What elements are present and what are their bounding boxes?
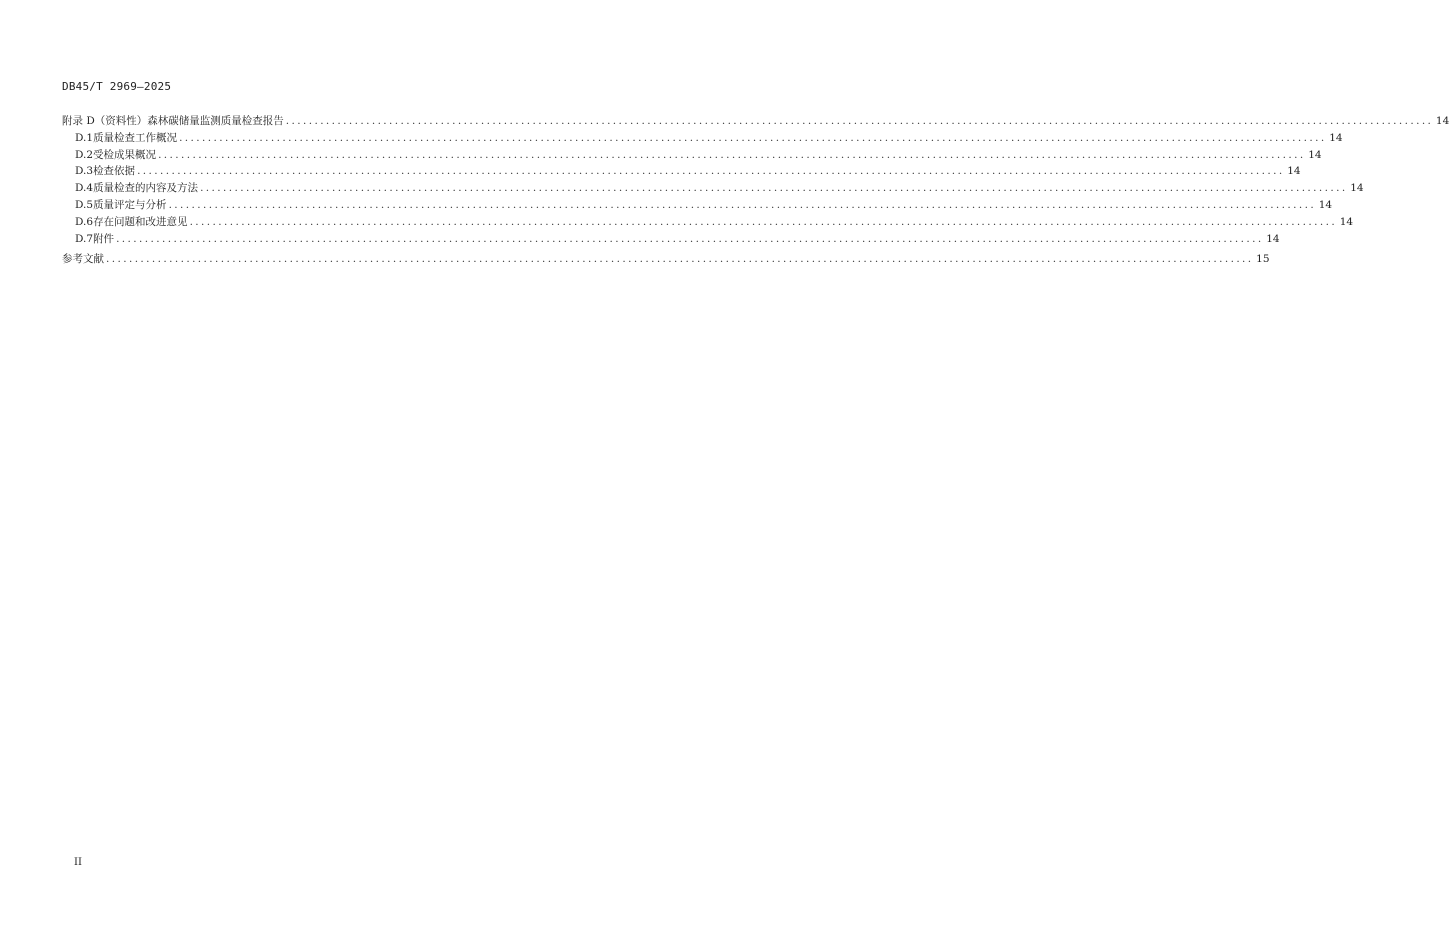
toc-appendix-title: 森林碳储量监测质量检查报告 — [147, 115, 284, 127]
toc-entry-references[interactable] — [62, 251, 1270, 268]
toc-leader: ........................................................................................................................................................................................................ — [189, 215, 1338, 228]
toc-page-number: 14 — [1318, 198, 1333, 211]
toc-leader: ........................................................................................................................................................................................................ — [179, 131, 1327, 144]
toc-entry-title: 质量评定与分析 — [93, 198, 167, 211]
toc-entry[interactable] — [62, 130, 1343, 147]
toc-page-number: 14 — [1287, 165, 1301, 178]
toc-entry[interactable] — [62, 231, 1280, 248]
toc-entry-title: 受检成果概况 — [93, 148, 157, 161]
toc-page-number: 14 — [1308, 148, 1322, 161]
toc-entry-appendix-d[interactable] — [62, 113, 1449, 130]
toc-page-number: 14 — [1350, 182, 1364, 195]
toc-leader: ........................................................................................................................................................................................................ — [137, 165, 1285, 178]
toc-entry-number: D.2 — [75, 148, 94, 161]
toc-appendix-label: 附录 D（资料性） — [62, 115, 148, 127]
toc-leader: ........................................................................................................................................................................................................ — [116, 232, 1264, 245]
toc-entry-number: D.3 — [75, 165, 94, 178]
toc-entry[interactable] — [62, 180, 1364, 197]
page-number-footer: II — [74, 857, 82, 868]
toc-leader: ........................................................................................................................................................................................................ — [158, 148, 1306, 161]
document-code-header: DB45/T 2969—2025 — [62, 80, 172, 93]
toc-page-number: 14 — [1435, 115, 1449, 127]
toc-entry-number: D.1 — [75, 131, 94, 144]
toc-entry-title: 检查依据 — [93, 165, 136, 178]
toc-entry-title: 存在问题和改进意见 — [93, 215, 188, 228]
toc-entry-number: D.4 — [75, 182, 94, 195]
toc-entry[interactable] — [62, 214, 1354, 231]
toc-entry-number: D.6 — [75, 215, 94, 228]
toc-entry[interactable] — [62, 197, 1333, 214]
toc-page-number: 14 — [1329, 131, 1343, 144]
toc-page-number: 14 — [1339, 215, 1354, 228]
toc-entry-number: D.5 — [75, 198, 94, 211]
toc-leader: ........................................................................................................................................................................................................ — [106, 253, 1254, 266]
toc-entry-title: 质量检查的内容及方法 — [93, 182, 199, 195]
toc-references-title: 参考文献 — [62, 253, 104, 266]
toc-entry-title: 附件 — [93, 232, 115, 245]
toc-leader: ........................................................................................................................................................................................................ — [168, 198, 1317, 211]
toc-entry-title: 质量检查工作概况 — [93, 131, 178, 144]
toc-page-number: 14 — [1266, 232, 1280, 245]
toc-entry[interactable] — [62, 147, 1322, 164]
toc-entry-number: D.7 — [75, 232, 94, 245]
toc-leader: ........................................................................................................................................................................................................ — [285, 115, 1434, 127]
toc-leader: ........................................................................................................................................................................................................ — [200, 182, 1348, 195]
toc-page-number: 15 — [1256, 253, 1270, 266]
toc-entry[interactable] — [62, 163, 1301, 180]
table-of-contents — [62, 113, 1449, 268]
